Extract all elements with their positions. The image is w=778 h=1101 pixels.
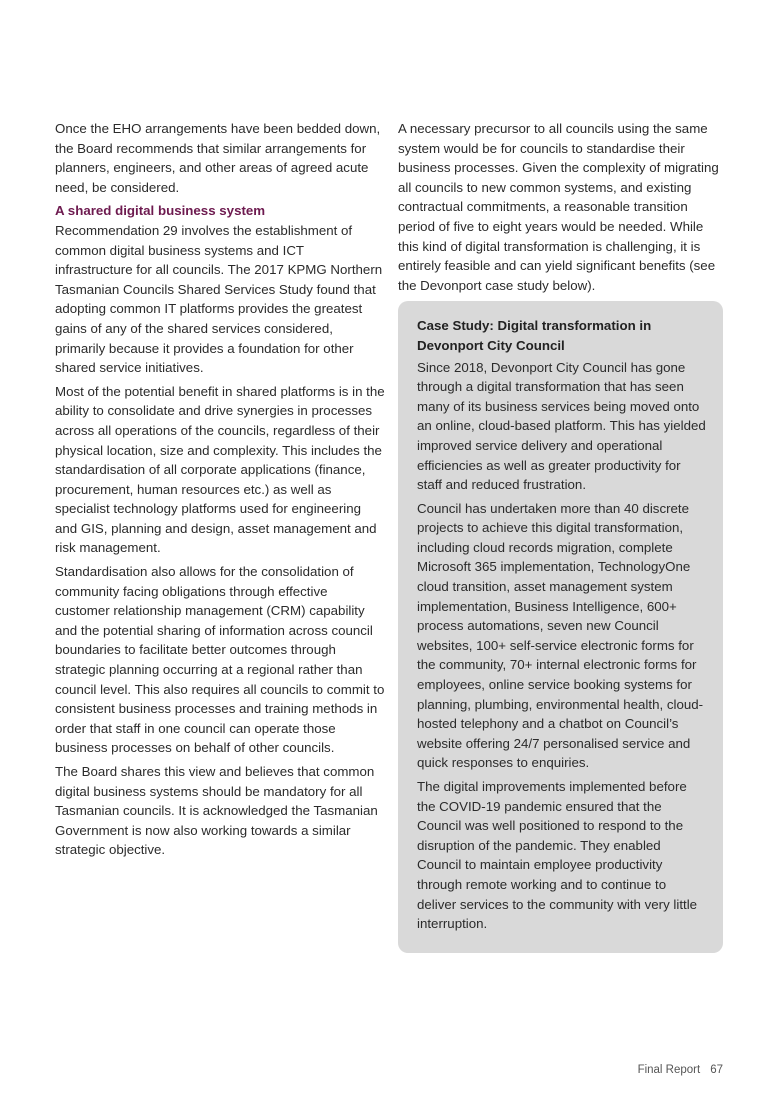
paragraph-shared-platforms-benefit: Most of the potential benefit in shared platforms is in the ability to consolidate and drive synergies in processes across all operations of the councils, regardless of their physical location, size and complexity. This includes the standardisation of all corporate applications (finance, procurement, human resources etc.) as well as specialist technology platforms used for engineering and GIS, planning and design, asset management and risk management.: [55, 383, 385, 556]
paragraph-standardisation: Standardisation also allows for the consolidation of community facing obligations through effective customer relationship management (CRM) capability and the potential sharing of information across council boundaries to facilitate better outcomes through strategic planning occurring at a regional rather than council level. This also requires all councils to commit to consistent business processes and training methods in order that staff in one council can operate those business processes on behalf of other councils.: [55, 564, 385, 756]
paragraph-board-view: The Board shares this view and believes that common digital business systems should be mandatory for all Tasmanian councils. It is acknowledged the Tasmanian Government is now also working towards a similar strategic objective.: [55, 764, 378, 858]
page-footer: [638, 1064, 723, 1076]
case-study-paragraph-covid: The digital improvements implemented before the COVID-19 pandemic ensured that the Council was well positioned to respond to the disruption of the pandemic. They enabled Council to maintain employee productivity through remote working and to continue to deliver services to the community with very little interruption.: [417, 779, 698, 932]
section-heading: A shared digital business system: [55, 203, 266, 219]
case-study-title: Case Study: Digital transformation in Devonport City Council: [417, 318, 652, 353]
paragraph-eho-arrangements: Once the EHO arrangements have been bedded down, the Board recommends that similar arrangements for planners, engineers, and other areas of agreed acute need, be considered.: [55, 121, 381, 195]
paragraph-precursor: A necessary precursor to all councils using the same system would be for councils to standardise their business processes. Given the complexity of migrating all councils to new common systems, and existing contractual commitments, a reasonable transition period of five to eight years would be needed. While this kind of digital transformation is challenging, it is entirely feasible and can yield significant benefits (see the Devonport case study below).: [398, 121, 719, 293]
case-study-paragraph-since-2018: Since 2018, Devonport City Council has gone through a digital transformation that has seen many of its business services being moved onto an online, cloud-based platform. This has yielded improved service delivery and operational efficiencies as well as greater productivity for staff and reduced frustration.: [417, 359, 706, 493]
case-study-paragraph-projects: Council has undertaken more than 40 discrete projects to achieve this digital transformation, including cloud records migration, complete Microsoft 365 implementation, TechnologyOne cloud transition, asset management system implementation, Business Intelligence, 600+ process automations, seven new Council websites, 100+ self-service electronic forms for the community, 70+ internal electronic forms for employees, online service booking systems for planning, plumbing, environmental health, cloud-hosted telephony and a chatbot on Council’s website offering 24/7 personalised service and quick responses to enquiries.: [417, 500, 704, 771]
footer-report-label: Final Report: [637, 1064, 701, 1076]
page-number: 67: [710, 1064, 723, 1076]
left-column: [55, 119, 385, 864]
right-column: [398, 119, 723, 953]
paragraph-recommendation-29: Recommendation 29 involves the establishment of common digital business systems and ICT infrastructure for all councils. The 2017 KPMG Northern Tasmanian Councils Shared Services Study found that adopting common IT platforms provides the greatest gains of any of the shared services considered, primarily because it provides a foundation for other shared service initiatives.: [55, 222, 383, 376]
case-study-box: [398, 301, 723, 952]
